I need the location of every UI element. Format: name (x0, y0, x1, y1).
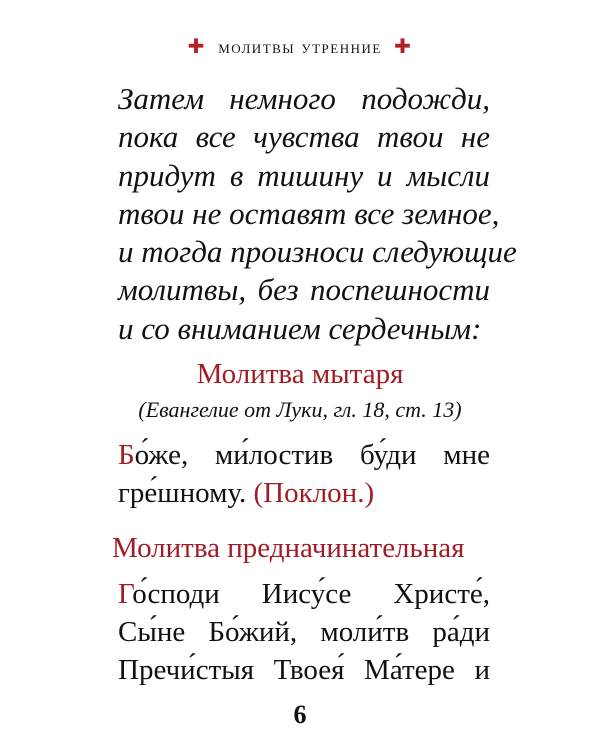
rubric: (Поклон.) (253, 477, 375, 509)
intro-line: Затем немного подожди, (118, 81, 490, 116)
scripture-reference: (Евангелие от Луки, гл. 18, ст. 13) (138, 397, 462, 422)
prayer-heading-initial: Молитва предначинательная (112, 532, 465, 564)
prayer-line-text: гре́шному. (118, 477, 247, 509)
prayer-line-text: о́же, ми́лостив бу́ди мне (134, 439, 490, 471)
prayer-text-initial (118, 575, 490, 689)
intro-line: молитвы, без поспешности (118, 272, 490, 308)
page-number: 6 (293, 700, 307, 729)
prayer-heading-publican: Молитва мытаря (196, 358, 404, 390)
intro-line: и тогда произноси следующие (118, 234, 517, 270)
cross-icon-right: ✚ (394, 36, 413, 58)
running-header (0, 34, 600, 59)
prayer-text-publican (118, 436, 490, 512)
prayer-line: Пречи́стыя Твоея́ Ма́тере и (118, 654, 490, 686)
prayer-line (118, 575, 490, 613)
cross-icon-left: ✚ (187, 36, 206, 58)
intro-line: и со вниманием сердечным: (118, 310, 482, 346)
prayer-line: Сы́не Бо́жий, моли́тв ра́ди (118, 616, 490, 648)
prayer-line-text: о́споди Иису́се Христе́, (132, 578, 490, 610)
drop-initial: Г (118, 578, 133, 610)
intro-line: придут в тишину и мысли (118, 157, 490, 193)
prayer-line (118, 474, 490, 512)
drop-initial: Б (118, 439, 135, 471)
running-header-title: молитвы утренние (218, 37, 382, 58)
intro-line: твои не оставят все земное, (118, 195, 500, 231)
intro-paragraph (118, 80, 517, 348)
intro-line: пока все чувства твои не (118, 119, 490, 155)
prayer-line (118, 436, 490, 474)
